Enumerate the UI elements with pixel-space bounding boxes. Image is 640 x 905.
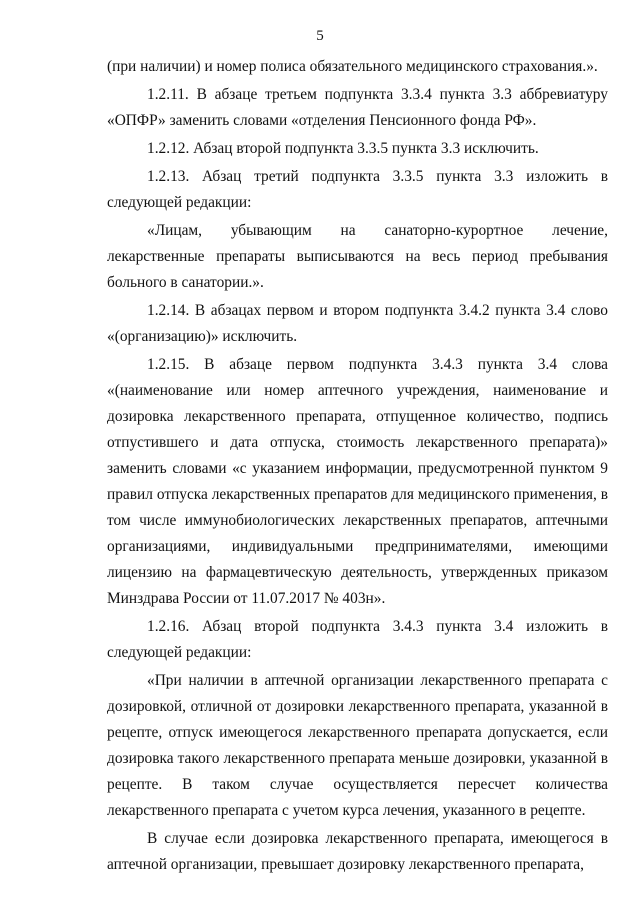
quote-1-2-16-second: В случае если дозировка лекарственного препарата, имеющегося в аптечной организации, превышает дозировку лекарственного препарата, bbox=[107, 830, 608, 873]
paragraph-1-2-16: 1.2.16. Абзац второй подпункта 3.4.3 пункта 3.4 изложить в следующей редакции: bbox=[107, 618, 608, 661]
quote-1-2-16-first: «При наличии в аптечной организации лекарственного препарата с дозировкой, отличной от дозировки лекарственного препарата, указанной в рецепте, отпуск имеющегося лекарственного препарата допускается, если дозировка такого лекарственного препарата меньше дозировки, указанной в рецепте. В таком случае осуществляется пересчет количества лекарственного препарата с учетом курса лечения, указанного в рецепте. bbox=[107, 672, 608, 819]
paragraph-1-2-12: 1.2.12. Абзац второй подпункта 3.3.5 пункта 3.3 исключить. bbox=[147, 140, 539, 157]
quote-1-2-13: «Лицам, убывающим на санаторно-курортное лечение, лекарственные препараты выписываются на весь период пребывания больного в санатории.». bbox=[107, 222, 608, 291]
paragraph-1-2-13: 1.2.13. Абзац третий подпункта 3.3.5 пункта 3.3 изложить в следующей редакции: bbox=[107, 168, 608, 211]
paragraph-continuation: (при наличии) и номер полиса обязательного медицинского страхования.». bbox=[107, 58, 598, 75]
paragraph-1-2-15: 1.2.15. В абзаце первом подпункта 3.4.3 пункта 3.4 слова «(наименование или номер аптечного учреждения, наименование и дозировка лекарственного препарата, отпущенное количество, подпись отпустившего и дата отпуска, стоимость лекарственного препарата)» заменить словами «с указанием информации, предусмотренной пунктом 9 правил отпуска лекарственных препаратов для медицинского применения, в том числе иммунобиологических лекарственных препаратов, аптечными организациями, индивидуальными предпринимателями, имеющими лицензию на фармацевтическую деятельность, утвержденных приказом Минздрава России от 11.07.2017 № 403н». bbox=[107, 356, 608, 607]
page-number: 5 bbox=[316, 28, 324, 44]
paragraph-1-2-14: 1.2.14. В абзацах первом и втором подпункта 3.4.2 пункта 3.4 слово «(организацию)» исключить. bbox=[107, 302, 608, 345]
paragraph-1-2-11: 1.2.11. В абзаце третьем подпункта 3.3.4 пункта 3.3 аббревиатуру «ОПФР» заменить словами «отделения Пенсионного фонда РФ». bbox=[107, 86, 608, 129]
document-body bbox=[107, 54, 608, 878]
